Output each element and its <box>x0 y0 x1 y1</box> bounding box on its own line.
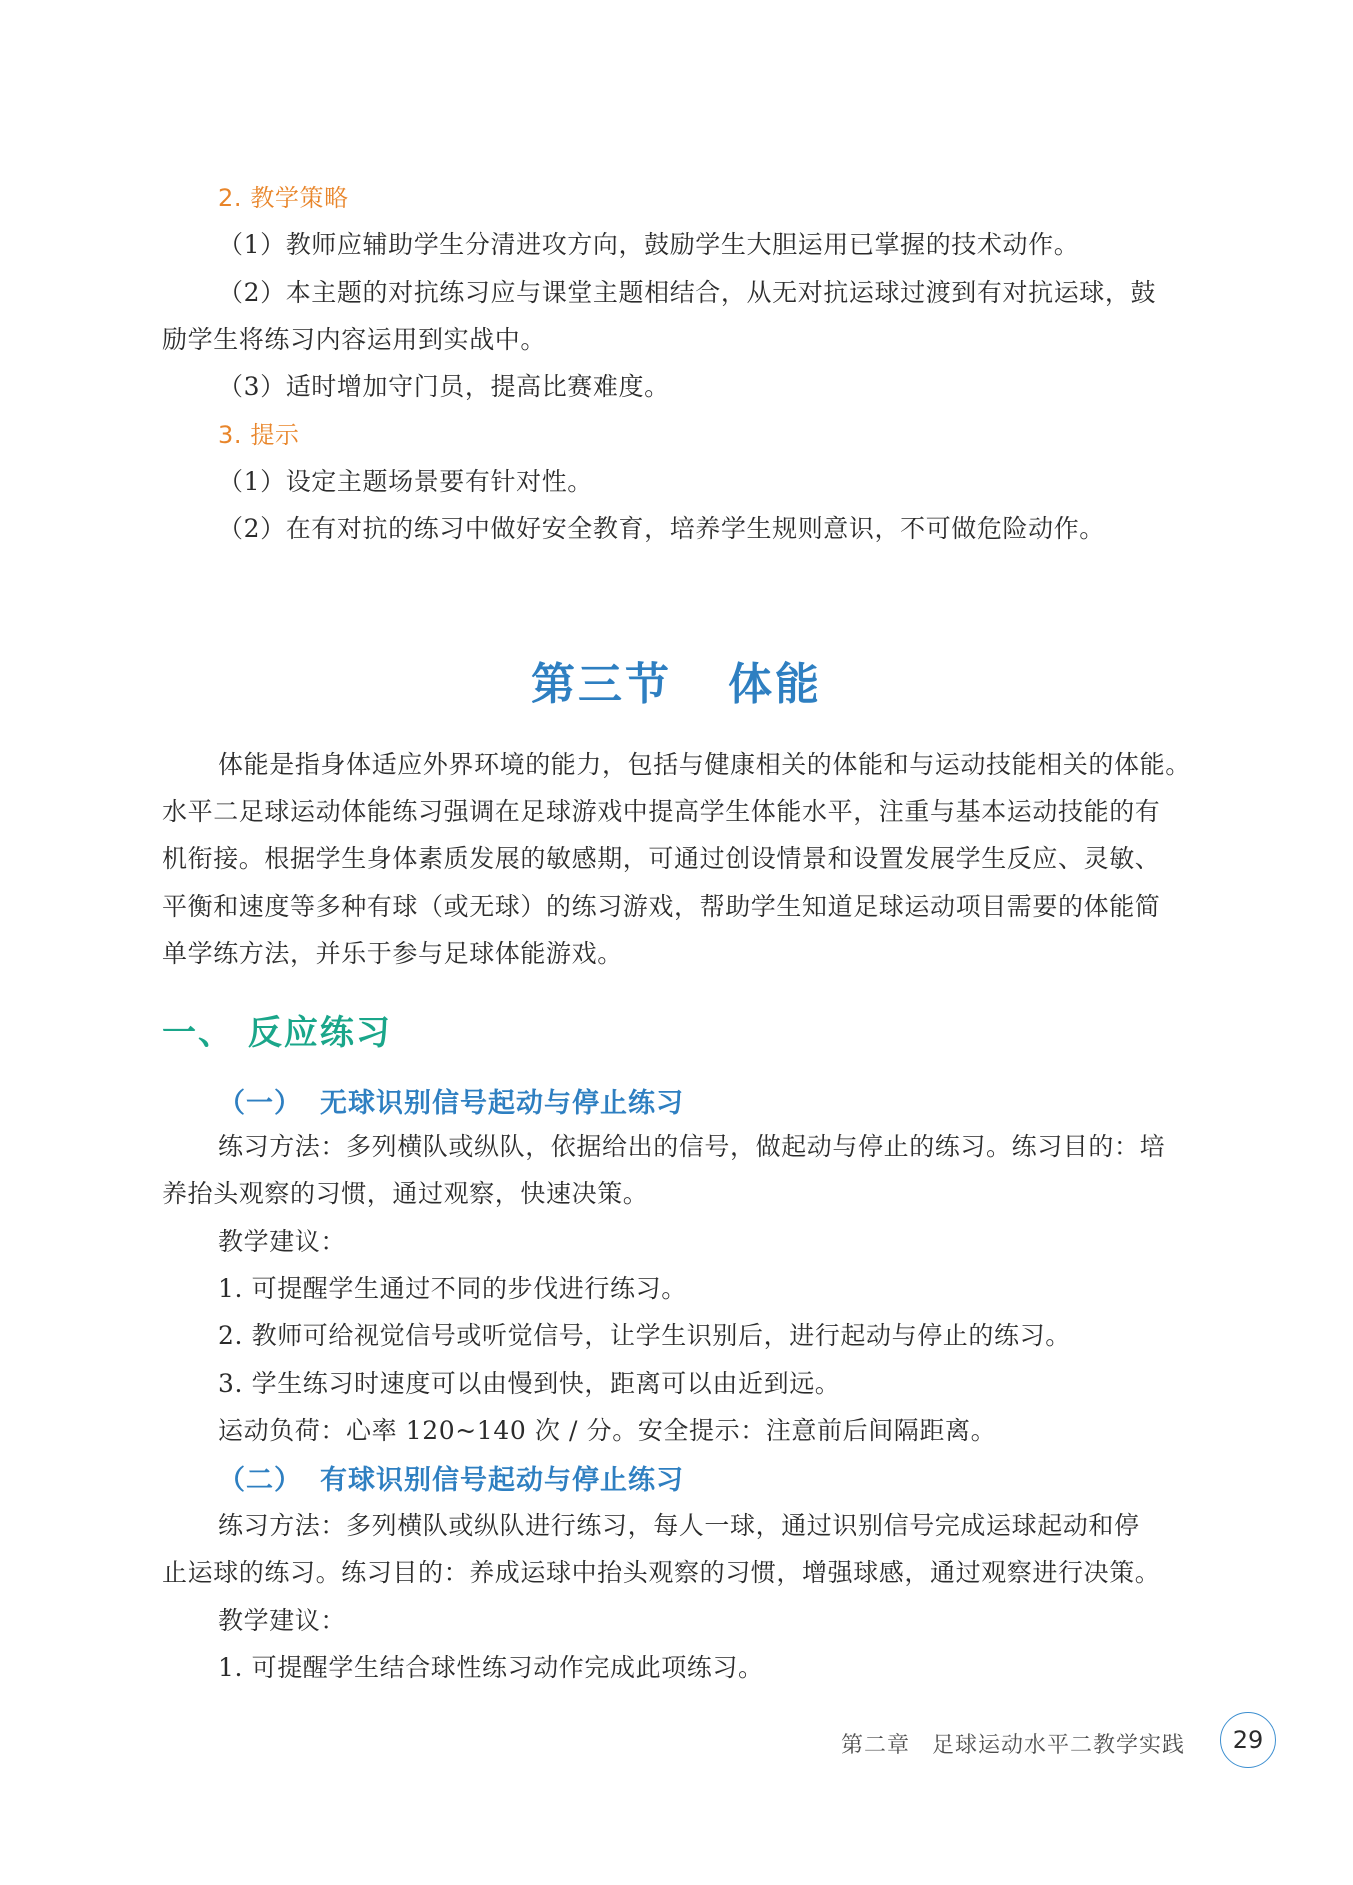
strategy-item-2-line-2: 励学生将练习内容运用到实战中。 <box>162 325 547 354</box>
sub2-method-line-1: 练习方法：多列横队或纵队进行练习，每人一球，通过识别信号完成运球起动和停 <box>218 1511 1140 1540</box>
sub2-method-line-2: 止运球的练习。练习目的：养成运球中抬头观察的习惯，增强球感，通过观察进行决策。 <box>162 1558 1161 1587</box>
subheading-with-ball <box>218 1458 684 1497</box>
sub1-suggestion-2: 2. 教师可给视觉信号或听觉信号，让学生识别后，进行起动与停止的练习。 <box>218 1321 1071 1350</box>
sub1-method-line-1: 练习方法：多列横队或纵队，依据给出的信号，做起动与停止的练习。练习目的：培 <box>218 1132 1166 1161</box>
strategy-item-2-line-1: （2）本主题的对抗练习应与课堂主题相结合，从无对抗运球过渡到有对抗运球，鼓 <box>218 278 1157 307</box>
page-number: 29 <box>1220 1712 1276 1768</box>
sub2-suggestion-label: 教学建议： <box>218 1606 347 1635</box>
sub1-method-line-2: 养抬头观察的习惯，通过观察，快速决策。 <box>162 1179 649 1208</box>
subheading-no-ball-number: （一） <box>218 1088 302 1119</box>
strategy-item-1: （1）教师应辅助学生分清进攻方向，鼓励学生大胆运用已掌握的技术动作。 <box>218 230 1080 259</box>
subheading-no-ball <box>218 1081 684 1120</box>
intro-line-4: 平衡和速度等多种有球（或无球）的练习游戏，帮助学生知道足球运动项目需要的体能简 <box>162 892 1161 921</box>
section-name: 体能 <box>728 659 822 710</box>
intro-line-2: 水平二足球运动体能练习强调在足球游戏中提高学生体能水平，注重与基本运动技能的有 <box>162 797 1161 826</box>
running-footer <box>841 1728 1185 1759</box>
tip-item-1: （1）设定主题场景要有针对性。 <box>218 467 593 496</box>
intro-line-1: 体能是指身体适应外界环境的能力，包括与健康相关的体能和与运动技能相关的体能。 <box>218 750 1191 779</box>
heading-teaching-strategy: 2. 教学策略 <box>218 184 349 212</box>
footer-chapter-title: 足球运动水平二教学实践 <box>931 1733 1185 1758</box>
sub1-suggestion-1: 1. 可提醒学生通过不同的步伐进行练习。 <box>218 1274 687 1303</box>
intro-line-5: 单学练方法，并乐于参与足球体能游戏。 <box>162 939 623 968</box>
strategy-item-3: （3）适时增加守门员，提高比赛难度。 <box>218 372 670 401</box>
tip-item-2: （2）在有对抗的练习中做好安全教育，培养学生规则意识，不可做危险动作。 <box>218 514 1105 543</box>
intro-line-3: 机衔接。根据学生身体素质发展的敏感期，可通过创设情景和设置发展学生反应、灵敏、 <box>162 844 1161 873</box>
subheading-with-ball-title: 有球识别信号起动与停止练习 <box>320 1465 684 1496</box>
section-number: 第三节 <box>531 659 672 710</box>
sub1-suggestion-label: 教学建议： <box>218 1227 347 1256</box>
sub1-suggestion-3: 3. 学生练习时速度可以由慢到快，距离可以由近到远。 <box>218 1369 841 1398</box>
heading-reaction-practice: 一、 反应练习 <box>162 1013 392 1053</box>
subheading-with-ball-number: （二） <box>218 1465 302 1496</box>
subheading-no-ball-title: 无球识别信号起动与停止练习 <box>320 1088 684 1119</box>
sub1-load-safety: 运动负荷：心率 120~140 次 / 分。安全提示：注意前后间隔距离。 <box>218 1416 997 1445</box>
sub2-suggestion-1: 1. 可提醒学生结合球性练习动作完成此项练习。 <box>218 1653 764 1682</box>
section-title <box>0 648 1353 712</box>
footer-chapter: 第二章 <box>840 1733 910 1758</box>
heading-tips: 3. 提示 <box>218 421 300 449</box>
